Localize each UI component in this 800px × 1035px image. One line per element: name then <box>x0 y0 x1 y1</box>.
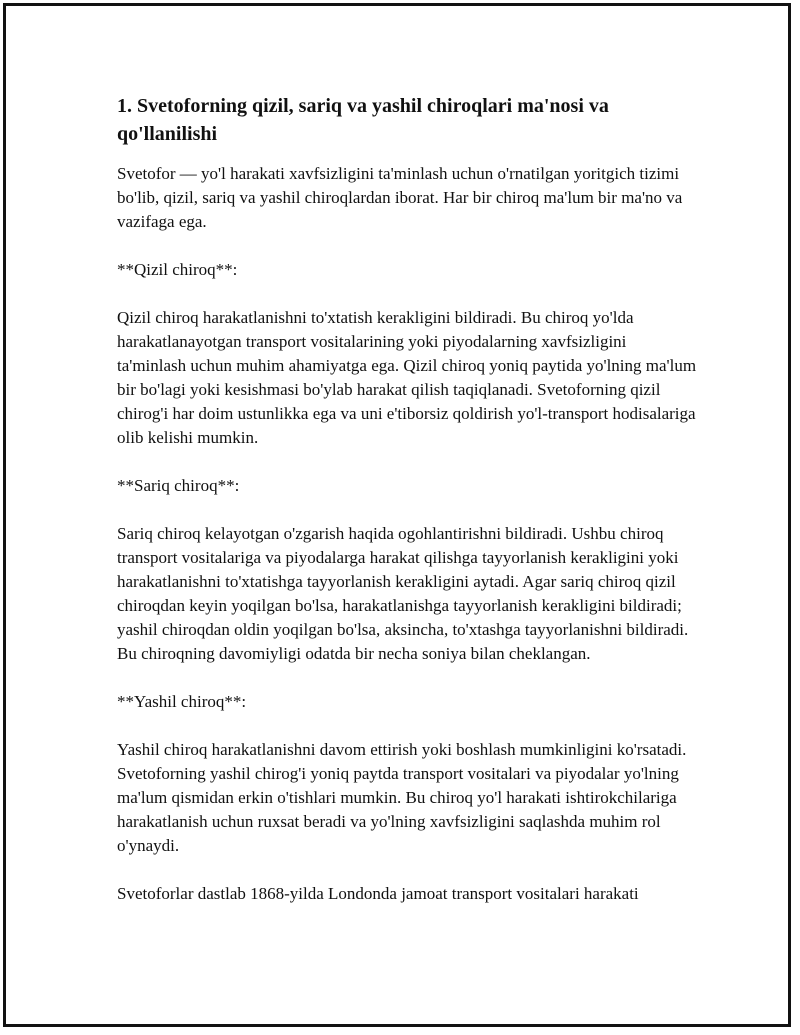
document-body <box>117 92 697 930</box>
intro-paragraph: Svetofor — yo'l harakati xavfsizligini ta'minlash uchun o'rnatilgan yoritgich tizimi bo'lib, qizil, sariq va yashil chiroqlardan iborat. Har bir chiroq ma'lum bir ma'no va vazifaga ega. <box>117 164 683 231</box>
history-paragraph: Svetoforlar dastlab 1868-yilda Londonda jamoat transport vositalari harakati <box>117 884 639 903</box>
red-light-paragraph: Qizil chiroq harakatlanishni to'xtatish kerakligini bildiradi. Bu chiroq yo'lda harakatlanayotgan transport vositalarining yoki piyodalarning xavfsizligini ta'minlash uchun muhim ahamiyatga ega. Qizil chiroq yoniq paytida yo'lning ma'lum bir bo'lagi yoki kesishmasi bo'ylab harakat qilish taqiqlanadi. Svetoforning qizil chirog'i har doim ustunlikka ega va uni e'tiborsiz qoldirish yo'l-transport hodisalariga olib kelishi mumkin. <box>117 308 697 447</box>
yellow-light-paragraph: Sariq chiroq kelayotgan o'zgarish haqida ogohlantirishni bildiradi. Ushbu chiroq transport vositalariga va piyodalarga harakat qilishga tayyorlanish kerakligini yoki harakatlanishni to'xtatishga tayyorlanish kerakligini aytadi. Agar sariq chiroq qizil chiroqdan keyin yoqilgan bo'lsa, harakatlanishga tayyorlanish kerakligini bildiradi; yashil chiroqdan oldin yoqilgan bo'lsa, aksincha, to'xtashga tayyorlanishni bildiradi. Bu chiroqning davomiyligi odatda bir necha soniya bilan cheklangan. <box>117 524 689 663</box>
document-heading: 1. Svetoforning qizil, sariq va yashil chiroqlari ma'nosi va qo'llanilishi <box>117 95 609 145</box>
red-light-label: **Qizil chiroq**: <box>117 260 238 279</box>
green-light-paragraph: Yashil chiroq harakatlanishni davom ettirish yoki boshlash mumkinligini ko'rsatadi. Svetoforning yashil chirog'i yoniq paytda transport vositalari va piyodalar yo'lning ma'lum qismidan erkin o'tishlari mumkin. Bu chiroq yo'l harakati ishtirokchilariga harakatlanish uchun ruxsat beradi va yo'lning xavfsizligini saqlashda muhim rol o'ynaydi. <box>117 740 687 855</box>
green-light-label: **Yashil chiroq**: <box>117 692 247 711</box>
yellow-light-label: **Sariq chiroq**: <box>117 476 240 495</box>
